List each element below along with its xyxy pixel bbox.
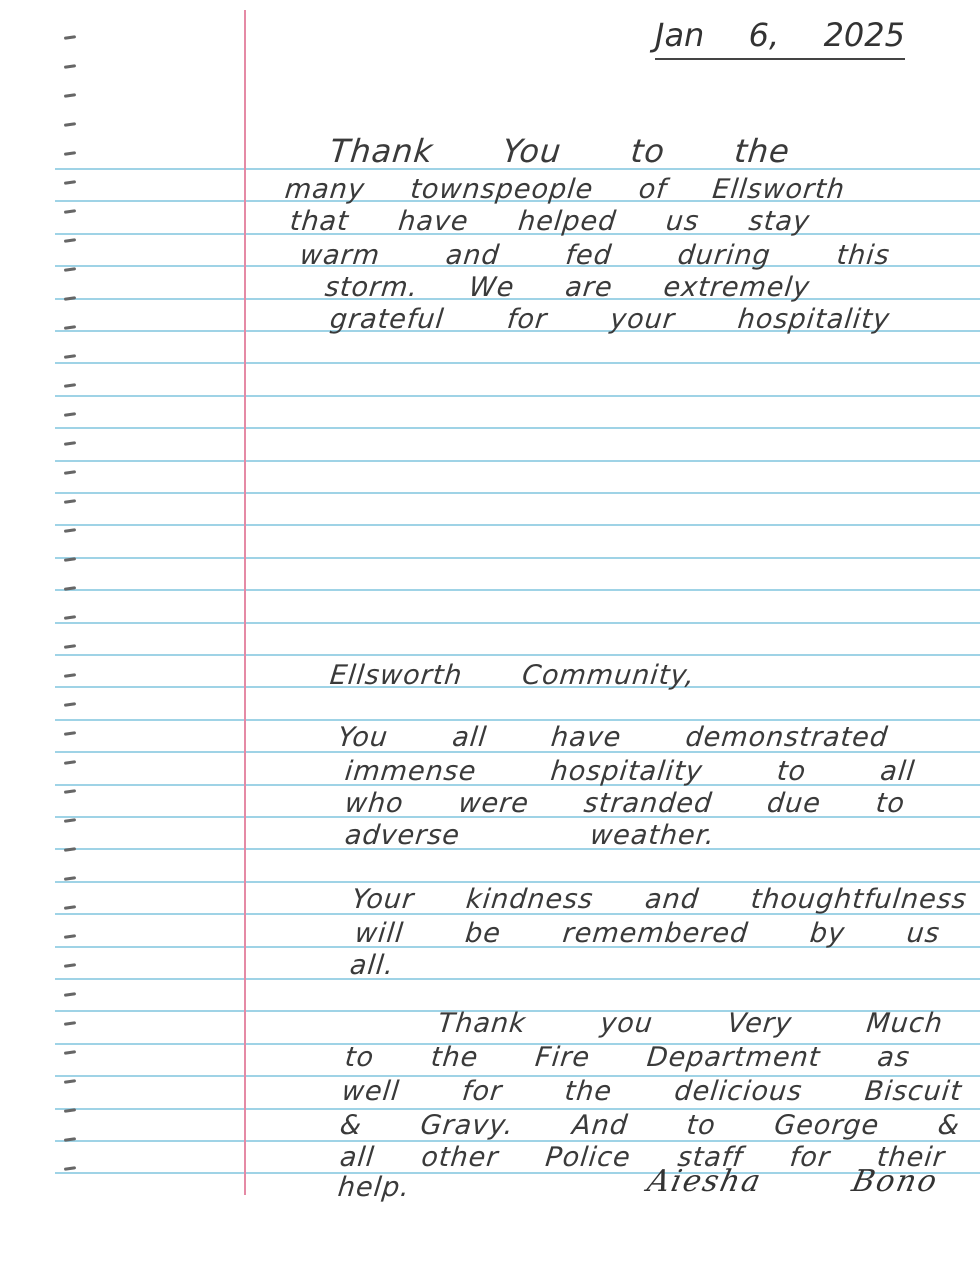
binder-hole xyxy=(64,267,76,272)
margin-line xyxy=(244,10,246,1195)
letter-line: will be remembered by us xyxy=(353,918,942,949)
ruled-line xyxy=(55,460,980,462)
letter-line: immense hospitality to all xyxy=(343,756,917,787)
binder-hole xyxy=(64,731,76,736)
binder-hole xyxy=(64,644,76,649)
note-line: Thank You to the xyxy=(328,132,792,170)
binder-hole xyxy=(64,383,76,388)
signature: Aiesha Bono xyxy=(644,1164,942,1199)
binder-hole xyxy=(64,35,76,40)
note-line: many townspeople of Ellsworth xyxy=(283,174,847,205)
binder-hole xyxy=(64,847,76,852)
letter-line: who were stranded due to xyxy=(343,788,907,819)
binder-hole xyxy=(64,934,76,939)
ruled-line xyxy=(55,654,980,656)
binder-hole xyxy=(64,499,76,504)
binder-hole xyxy=(64,209,76,214)
note-line: storm. We are extremely xyxy=(323,272,812,303)
binder-hole xyxy=(64,180,76,185)
letter-line: & Gravy. And to George & xyxy=(338,1110,962,1141)
ruled-line xyxy=(55,719,980,721)
binder-hole xyxy=(64,789,76,794)
binder-hole xyxy=(64,441,76,446)
binder-hole xyxy=(64,1166,76,1171)
letter-line: adverse weather. xyxy=(343,820,717,851)
ruled-line xyxy=(55,622,980,624)
note-line: grateful for your hospitality xyxy=(328,304,892,335)
ruled-line xyxy=(55,881,980,883)
letter-line: all. xyxy=(348,950,396,981)
binder-hole xyxy=(64,760,76,765)
binder-hole xyxy=(64,557,76,562)
letter-line: to the Fire Department as xyxy=(343,1042,912,1073)
binder-hole xyxy=(64,905,76,910)
letter-line: help. xyxy=(336,1172,412,1203)
binder-hole xyxy=(64,122,76,127)
binder-hole xyxy=(64,151,76,156)
binder-hole xyxy=(64,992,76,997)
binder-hole xyxy=(64,93,76,98)
note-line: warm and fed during this xyxy=(298,240,892,271)
binder-hole xyxy=(64,673,76,678)
binder-hole xyxy=(64,412,76,417)
letter-line: well for the delicious Biscuit xyxy=(340,1076,964,1107)
binder-hole xyxy=(64,1050,76,1055)
ruled-line xyxy=(55,362,980,364)
letter-line: You all have demonstrated xyxy=(336,722,890,753)
note-line: that have helped us stay xyxy=(288,206,812,237)
salutation: Ellsworth Community, xyxy=(328,660,697,691)
binder-hole xyxy=(64,528,76,533)
ruled-line xyxy=(55,492,980,494)
binder-hole xyxy=(64,963,76,968)
binder-hole xyxy=(64,1079,76,1084)
binder-hole xyxy=(64,470,76,475)
ruled-line xyxy=(55,557,980,559)
binder-hole xyxy=(64,615,76,620)
letter-line: Your kindness and thoughtfulness xyxy=(350,884,969,915)
ruled-line xyxy=(55,427,980,429)
binder-hole xyxy=(64,354,76,359)
binder-hole xyxy=(64,1108,76,1113)
letter-date: Jan 6, 2025 xyxy=(655,16,905,60)
letter-line: all other Police staff for their xyxy=(338,1142,947,1173)
ruled-line xyxy=(55,978,980,980)
ruled-line xyxy=(55,589,980,591)
binder-hole xyxy=(64,818,76,823)
binder-hole xyxy=(64,64,76,69)
binder-hole xyxy=(64,238,76,243)
letter-line: Thank you Very Much xyxy=(436,1008,945,1039)
ruled-line xyxy=(55,524,980,526)
binder-hole xyxy=(64,702,76,707)
binder-hole xyxy=(64,296,76,301)
binder-hole xyxy=(64,1021,76,1026)
ruled-line xyxy=(55,395,980,397)
